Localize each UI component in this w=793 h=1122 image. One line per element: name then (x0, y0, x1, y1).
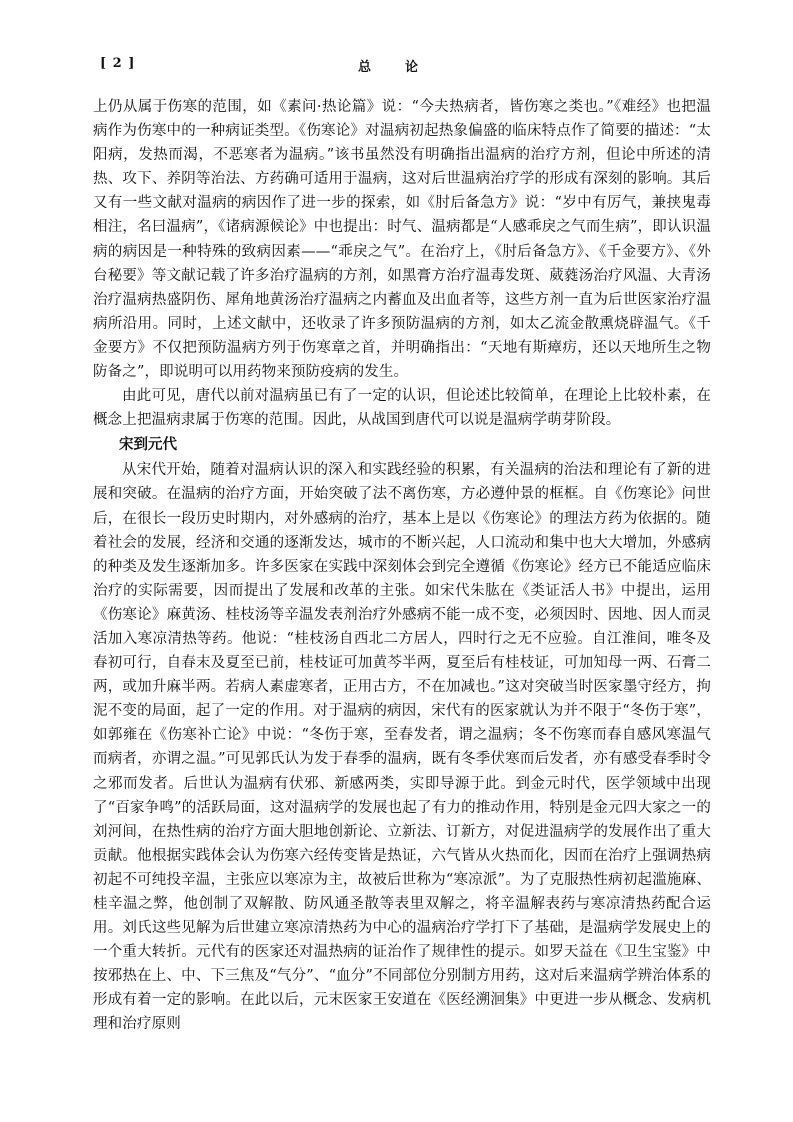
section-paragraph: 从宋代开始，随着对温病认识的深入和实践经验的积累，有关温病的治法和理论有了新的进展和突破。在温病的治疗方面，开始突破了法不离伤寒，方必遵仲景的框框。自《伤寒论》问世后，在很长一段历史时期内，对外感病的治疗，基本上是以《伤寒论》的理法方药为依据的。随着社会的发展，经济和交通的逐渐发达，城市的不断兴起，人口流动和集中也大大增加，外感病的种类及发生逐渐加多。许多医家在实践中深刻体会到完全遵循《伤寒论》经方已不能适应临床治疗的实际需要，因而提出了发展和改革的主张。如宋代朱肱在《类证活人书》中提出，运用《伤寒论》麻黄汤、桂枝汤等辛温发表剂治疗外感病不能一成不变，必须因时、因地、因人而灵活加入寒凉清热等药。他说：“桂枝汤自西北二方居人，四时行之无不应验。自江淮间，唯冬及春初可行，自春末及夏至已前，桂枝证可加黄芩半两，夏至后有桂枝证，可加知母一两、石膏二两，或加升麻半两。若病人素虚寒者，正用古方，不在加减也。”这对突破当时医家墨守经方，拘泥不变的局面，起了一定的作用。对于温病的病因，宋代有的医家就认为并不限于“冬伤于寒”，如郭雍在《伤寒补亡论》中说：“冬伤于寒，至春发者，谓之温病；冬不伤寒而春自感风寒温气而病者，亦谓之温。”可见郭氏认为发于春季的温病，既有冬季伏寒而后发者，亦有感受春季时令之邪而发者。后世认为温病有伏邪、新感两类，实即导源于此。到金元时代，医学领域中出现了“百家争鸣”的活跃局面，这对温病学的发展也起了有力的推动作用，特别是金元四大家之一的刘河间，在热性病的治疗方面大胆地创新论、立新法、订新方，对促进温病学的发展作出了重大贡献。他根据实践体会认为伤寒六经传变皆是热证，六气皆从火热而化，因而在治疗上强调热病初起不可纯投辛温，主张应以寒凉为主，故被后世称为“寒凉派”。为了克服热性病初起滥施麻、桂辛温之弊，他创制了双解散、防风通圣散等表里双解之，将辛温解表药与寒凉清热药配合运用。刘氏这些见解为后世建立寒凉清热药为中心的温病治疗学打下了基础，是温病学发展史上的一个重大转折。元代有的医家还对温热病的证治作了规律性的提示。如罗天益在《卫生宝鉴》中按邪热在上、中、下三焦及“气分”、“血分”不同部位分别制方用药，这对后来温病学辨治体系的形成有着一定的影响。在此以后，元末医家王安道在《医经溯洄集》中更进一步从概念、发病机理和治疗原则 (93, 462, 711, 1033)
body-text (93, 95, 711, 1037)
section-heading: 宋到元代 (119, 436, 177, 454)
running-title: 总论 (358, 60, 453, 75)
page-header (90, 56, 710, 80)
paragraph-continuation: 上仍从属于伤寒的范围，如《素问·热论篇》说：“今夫热病者，皆伤寒之类也。”《难经》也把温病作为伤寒中的一种病证类型。《伤寒论》对温病初起热象偏盛的临床特点作了简要的描述：“太阳病，发热而渴，不恶寒者为温病。”该书虽然没有明确指出温病的治疗方剂，但论中所述的清热、攻下、养阴等治法、方药确可适用于温病，这对后世温病治疗学的形成有深刻的影响。其后又有一些文献对温病的病因作了进一步的探索，如《肘后备急方》说：“岁中有厉气，兼挟鬼毒相注，名曰温病”，《诸病源候论》中也提出：时气、温病都是“人感乖戾之气而生病”，即认识温病的病因是一种特殊的致病因素——“乖戾之气”。在治疗上，《肘后备急方》、《千金要方》、《外台秘要》等文献记载了许多治疗温病的方剂，如黑膏方治疗温毒发斑、葳蕤汤治疗风温、大青汤治疗温病热盛阴伤、犀角地黄汤治疗温病之内蓄血及出血者等，这些方剂一直为后世医家治疗温病所沿用。同时，上述文献中，还收录了许多预防温病的方剂，如太乙流金散熏烧辟温气。《千金要方》不仅把预防温病方列于伤寒章之首，并明确指出：“天地有斯瘴疠，还以天地所生之物防备之”，即说明可以用药物来预防疫病的发生。 (93, 99, 711, 381)
page-number: [ 2 ] (100, 56, 136, 71)
paragraph-summary: 由此可见，唐代以前对温病虽已有了一定的认识，但论述比较简单，在理论上比较朴素，在概念上把温病隶属于伤寒的范围。因此，从战国到唐代可以说是温病学萌芽阶段。 (93, 388, 711, 429)
